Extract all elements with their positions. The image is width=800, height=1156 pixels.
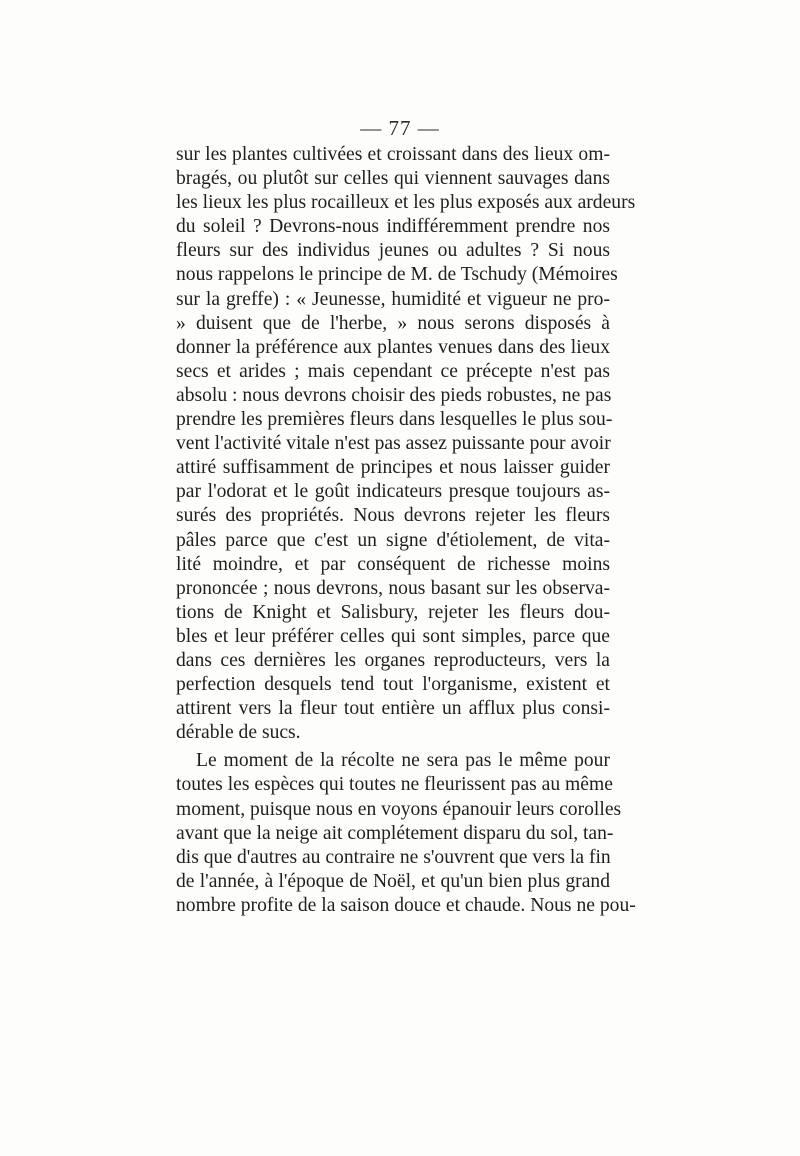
text-line: dérable de sucs. (176, 722, 301, 744)
text-line: tions de Knight et Salisbury, rejeter les fleurs dou- (176, 601, 610, 623)
text-line: vent l'activité vitale n'est pas assez puissante pour avoir (176, 433, 611, 455)
text-line: nombre profite de la saison douce et chaude. Nous ne pou- (176, 894, 636, 916)
text-line: attirent vers la fleur tout entière un afflux plus consi- (176, 698, 610, 720)
text-line: attiré suffisamment de principes et nous laisser guider (176, 457, 610, 479)
text-line: prononcée ; nous devrons, nous basant sur les observa- (176, 577, 610, 599)
text-line: de l'année, à l'époque de Noël, et qu'un bien plus grand (176, 870, 610, 892)
text-line: fleurs sur des individus jeunes ou adultes ? Si nous (176, 240, 610, 262)
text-line: nous rappelons le principe de M. de Tschudy (Mémoires (176, 264, 618, 286)
text-line: donner la préférence aux plantes venues dans des lieux (176, 336, 610, 358)
text-line: lité moindre, et par conséquent de richesse moins (176, 553, 610, 575)
text-line: sur les plantes cultivées et croissant dans des lieux om- (176, 144, 610, 165)
text-line: dans ces dernières les organes reproducteurs, vers la (176, 649, 610, 671)
text-line: absolu : nous devrons choisir des pieds robustes, ne pas (176, 384, 612, 406)
text-line: bles et leur préférer celles qui sont simples, parce que (176, 625, 610, 647)
text-line: perfection desquels tend tout l'organisme, existent et (176, 674, 610, 696)
text-line: du soleil ? Devrons-nous indifféremment prendre nos (176, 216, 610, 238)
text-line: bragés, ou plutôt sur celles qui viennent sauvages dans (176, 168, 610, 190)
text-line: pâles parce que c'est un signe d'étiolement, de vita- (176, 529, 610, 551)
page-number: — 77 — (360, 116, 440, 140)
text-line: » duisent que de l'herbe, » nous serons disposés à (176, 312, 610, 334)
paragraph-2 (176, 749, 636, 918)
text-line: avant que la neige ait complétement disparu du sol, tan- (176, 822, 614, 844)
text-line: surés des propriétés. Nous devrons rejeter les fleurs (176, 505, 610, 527)
text-line: Le moment de la récolte ne sera pas le même pour (196, 750, 610, 772)
text-line: dis que d'autres au contraire ne s'ouvrent que vers la fin (176, 846, 611, 868)
text-line: les lieux les plus rocailleux et les plus exposés aux ardeurs (176, 192, 636, 214)
text-line: secs et arides ; mais cependant ce précepte n'est pas (176, 360, 610, 382)
text-line: sur la greffe) : « Jeunesse, humidité et vigueur ne pro- (176, 288, 610, 310)
text-line: prendre les premières fleurs dans lesquelles le plus sou- (176, 409, 613, 431)
text-line: toutes les espèces qui toutes ne fleurissent pas au même (176, 774, 613, 796)
paragraph-1 (176, 143, 636, 745)
text-line: moment, puisque nous en voyons épanouir leurs corolles (176, 798, 622, 820)
text-line: par l'odorat et le goût indicateurs presque toujours as- (176, 481, 610, 503)
body-text (176, 143, 636, 918)
